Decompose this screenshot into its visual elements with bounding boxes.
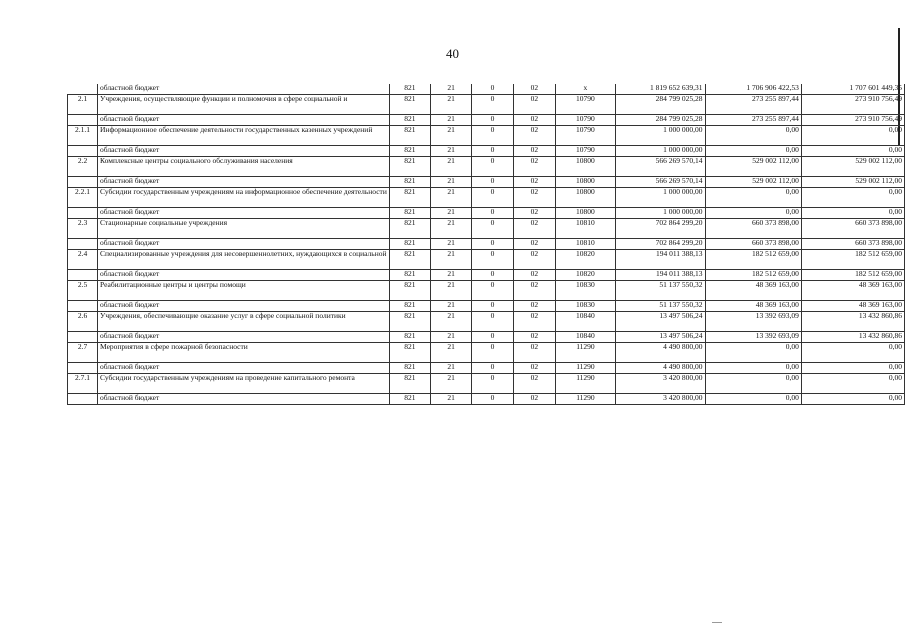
- table-row: [68, 219, 905, 239]
- department-code-cell: 821: [389, 188, 430, 208]
- table-row: [68, 126, 905, 146]
- amount-year3-cell: 182 512 659,00: [801, 250, 904, 270]
- program-code-cell: 0: [472, 250, 514, 270]
- program-code-cell: 0: [472, 281, 514, 301]
- department-code-cell: 821: [389, 126, 430, 146]
- section-code-cell: 21: [430, 208, 471, 219]
- row-name-cell: областной бюджет: [98, 84, 390, 95]
- amount-year1-cell: 4 490 800,00: [615, 363, 705, 374]
- amount-year2-cell: 273 255 897,44: [705, 115, 801, 126]
- amount-year1-cell: 13 497 506,24: [615, 332, 705, 343]
- amount-year2-cell: 0,00: [705, 394, 801, 405]
- amount-year3-cell: 48 369 163,00: [801, 281, 904, 301]
- amount-year1-cell: 51 137 550,32: [615, 281, 705, 301]
- section-code-cell: 21: [430, 332, 471, 343]
- department-code-cell: 821: [389, 177, 430, 188]
- expense-code-cell: 10790: [555, 146, 615, 157]
- expense-code-cell: х: [555, 84, 615, 95]
- subprogram-code-cell: 02: [513, 363, 555, 374]
- section-code-cell: 21: [430, 177, 471, 188]
- expense-code-cell: 10790: [555, 126, 615, 146]
- expense-code-cell: 10840: [555, 312, 615, 332]
- amount-year1-cell: 4 490 800,00: [615, 343, 705, 363]
- amount-year2-cell: 0,00: [705, 343, 801, 363]
- department-code-cell: 821: [389, 343, 430, 363]
- row-number-cell: 2.3: [68, 219, 98, 239]
- subprogram-code-cell: 02: [513, 250, 555, 270]
- amount-year3-cell: 0,00: [801, 188, 904, 208]
- amount-year1-cell: 3 420 800,00: [615, 394, 705, 405]
- section-code-cell: 21: [430, 363, 471, 374]
- row-name-cell: Комплексные центры социального обслуживания населения: [98, 157, 390, 177]
- amount-year3-cell: 529 002 112,00: [801, 177, 904, 188]
- amount-year3-cell: 0,00: [801, 363, 904, 374]
- section-code-cell: 21: [430, 250, 471, 270]
- row-number-cell: [68, 208, 98, 219]
- expense-code-cell: 11290: [555, 363, 615, 374]
- department-code-cell: 821: [389, 332, 430, 343]
- program-code-cell: 0: [472, 95, 514, 115]
- amount-year3-cell: 48 369 163,00: [801, 301, 904, 312]
- row-name-cell: Специализированные учреждения для несовершеннолетних, нуждающихся в социальной: [98, 250, 390, 270]
- amount-year1-cell: 1 000 000,00: [615, 146, 705, 157]
- expense-code-cell: 10810: [555, 219, 615, 239]
- subprogram-code-cell: 02: [513, 281, 555, 301]
- row-number-cell: 2.2: [68, 157, 98, 177]
- department-code-cell: 821: [389, 219, 430, 239]
- expense-code-cell: 10800: [555, 188, 615, 208]
- program-code-cell: 0: [472, 157, 514, 177]
- row-number-cell: [68, 84, 98, 95]
- department-code-cell: 821: [389, 157, 430, 177]
- subprogram-code-cell: 02: [513, 208, 555, 219]
- row-number-cell: [68, 177, 98, 188]
- amount-year3-cell: 0,00: [801, 208, 904, 219]
- row-name-cell: Учреждения, обеспечивающие оказание услуг в сфере социальной политики: [98, 312, 390, 332]
- subprogram-code-cell: 02: [513, 332, 555, 343]
- amount-year2-cell: 0,00: [705, 374, 801, 394]
- program-code-cell: 0: [472, 270, 514, 281]
- row-number-cell: [68, 301, 98, 312]
- row-name-cell: Информационное обеспечение деятельности государственных казенных учреждений: [98, 126, 390, 146]
- department-code-cell: 821: [389, 394, 430, 405]
- amount-year3-cell: 660 373 898,00: [801, 239, 904, 250]
- amount-year2-cell: 0,00: [705, 188, 801, 208]
- table-row: [68, 250, 905, 270]
- program-code-cell: 0: [472, 374, 514, 394]
- table-row: [68, 188, 905, 208]
- section-code-cell: 21: [430, 343, 471, 363]
- table-row: [68, 146, 905, 157]
- amount-year1-cell: 702 864 299,20: [615, 219, 705, 239]
- amount-year1-cell: 1 819 652 639,31: [615, 84, 705, 95]
- expense-code-cell: 10790: [555, 95, 615, 115]
- subprogram-code-cell: 02: [513, 95, 555, 115]
- amount-year3-cell: 13 432 860,86: [801, 312, 904, 332]
- section-code-cell: 21: [430, 146, 471, 157]
- row-number-cell: [68, 394, 98, 405]
- department-code-cell: 821: [389, 270, 430, 281]
- amount-year3-cell: 13 432 860,86: [801, 332, 904, 343]
- subprogram-code-cell: 02: [513, 115, 555, 126]
- program-code-cell: 0: [472, 301, 514, 312]
- amount-year1-cell: 194 011 388,13: [615, 270, 705, 281]
- row-name-cell: Субсидии государственным учреждениям на информационное обеспечение деятельности: [98, 188, 390, 208]
- scan-mark: [712, 622, 722, 623]
- amount-year3-cell: 0,00: [801, 126, 904, 146]
- amount-year2-cell: 273 255 897,44: [705, 95, 801, 115]
- amount-year2-cell: 0,00: [705, 126, 801, 146]
- row-number-cell: 2.2.1: [68, 188, 98, 208]
- amount-year3-cell: 273 910 756,49: [801, 115, 904, 126]
- row-number-cell: 2.5: [68, 281, 98, 301]
- amount-year3-cell: 660 373 898,00: [801, 219, 904, 239]
- program-code-cell: 0: [472, 239, 514, 250]
- amount-year2-cell: 660 373 898,00: [705, 219, 801, 239]
- section-code-cell: 21: [430, 239, 471, 250]
- amount-year3-cell: 0,00: [801, 146, 904, 157]
- row-name-cell: областной бюджет: [98, 146, 390, 157]
- budget-table: [67, 84, 905, 405]
- row-name-cell: Субсидии государственным учреждениям на проведение капитального ремонта: [98, 374, 390, 394]
- program-code-cell: 0: [472, 312, 514, 332]
- row-name-cell: Учреждения, осуществляющие функции и полномочия в сфере социальной и: [98, 95, 390, 115]
- program-code-cell: 0: [472, 332, 514, 343]
- expense-code-cell: 10830: [555, 281, 615, 301]
- amount-year2-cell: 13 392 693,09: [705, 312, 801, 332]
- section-code-cell: 21: [430, 157, 471, 177]
- amount-year2-cell: 1 706 906 422,53: [705, 84, 801, 95]
- table-row: [68, 343, 905, 363]
- amount-year2-cell: 48 369 163,00: [705, 301, 801, 312]
- program-code-cell: 0: [472, 177, 514, 188]
- department-code-cell: 821: [389, 301, 430, 312]
- expense-code-cell: 11290: [555, 374, 615, 394]
- section-code-cell: 21: [430, 281, 471, 301]
- page-number: 40: [446, 46, 459, 61]
- row-name-cell: Мероприятия в сфере пожарной безопасности: [98, 343, 390, 363]
- table-row: [68, 84, 905, 95]
- program-code-cell: 0: [472, 394, 514, 405]
- subprogram-code-cell: 02: [513, 343, 555, 363]
- row-name-cell: областной бюджет: [98, 208, 390, 219]
- department-code-cell: 821: [389, 312, 430, 332]
- department-code-cell: 821: [389, 374, 430, 394]
- table-row: [68, 115, 905, 126]
- section-code-cell: 21: [430, 115, 471, 126]
- section-code-cell: 21: [430, 301, 471, 312]
- row-number-cell: 2.4: [68, 250, 98, 270]
- amount-year1-cell: 566 269 570,14: [615, 157, 705, 177]
- amount-year2-cell: 0,00: [705, 363, 801, 374]
- subprogram-code-cell: 02: [513, 126, 555, 146]
- department-code-cell: 821: [389, 239, 430, 250]
- section-code-cell: 21: [430, 219, 471, 239]
- amount-year3-cell: 1 707 601 449,35: [801, 84, 904, 95]
- section-code-cell: 21: [430, 270, 471, 281]
- amount-year1-cell: 1 000 000,00: [615, 208, 705, 219]
- department-code-cell: 821: [389, 95, 430, 115]
- row-name-cell: областной бюджет: [98, 239, 390, 250]
- amount-year2-cell: 660 373 898,00: [705, 239, 801, 250]
- expense-code-cell: 10820: [555, 250, 615, 270]
- row-name-cell: областной бюджет: [98, 394, 390, 405]
- row-number-cell: 2.6: [68, 312, 98, 332]
- row-name-cell: областной бюджет: [98, 363, 390, 374]
- department-code-cell: 821: [389, 363, 430, 374]
- expense-code-cell: 10800: [555, 177, 615, 188]
- subprogram-code-cell: 02: [513, 301, 555, 312]
- section-code-cell: 21: [430, 126, 471, 146]
- row-number-cell: [68, 146, 98, 157]
- table-row: [68, 157, 905, 177]
- amount-year3-cell: 529 002 112,00: [801, 157, 904, 177]
- row-name-cell: областной бюджет: [98, 270, 390, 281]
- table-row: [68, 332, 905, 343]
- expense-code-cell: 10830: [555, 301, 615, 312]
- amount-year2-cell: 529 002 112,00: [705, 177, 801, 188]
- subprogram-code-cell: 02: [513, 157, 555, 177]
- amount-year3-cell: 0,00: [801, 343, 904, 363]
- row-number-cell: [68, 332, 98, 343]
- section-code-cell: 21: [430, 394, 471, 405]
- amount-year1-cell: 3 420 800,00: [615, 374, 705, 394]
- row-name-cell: областной бюджет: [98, 301, 390, 312]
- row-number-cell: 2.1: [68, 95, 98, 115]
- amount-year1-cell: 566 269 570,14: [615, 177, 705, 188]
- department-code-cell: 821: [389, 115, 430, 126]
- amount-year2-cell: 0,00: [705, 146, 801, 157]
- section-code-cell: 21: [430, 188, 471, 208]
- program-code-cell: 0: [472, 126, 514, 146]
- expense-code-cell: 10840: [555, 332, 615, 343]
- amount-year2-cell: 182 512 659,00: [705, 250, 801, 270]
- program-code-cell: 0: [472, 146, 514, 157]
- amount-year1-cell: 284 799 025,28: [615, 115, 705, 126]
- amount-year1-cell: 1 000 000,00: [615, 188, 705, 208]
- budget-table-body: [68, 84, 905, 405]
- amount-year2-cell: 13 392 693,09: [705, 332, 801, 343]
- section-code-cell: 21: [430, 95, 471, 115]
- amount-year3-cell: 273 910 756,49: [801, 95, 904, 115]
- program-code-cell: 0: [472, 188, 514, 208]
- row-name-cell: областной бюджет: [98, 115, 390, 126]
- program-code-cell: 0: [472, 208, 514, 219]
- row-name-cell: Стационарные социальные учреждения: [98, 219, 390, 239]
- amount-year3-cell: 182 512 659,00: [801, 270, 904, 281]
- row-number-cell: [68, 115, 98, 126]
- amount-year3-cell: 0,00: [801, 374, 904, 394]
- expense-code-cell: 10790: [555, 115, 615, 126]
- table-row: [68, 363, 905, 374]
- section-code-cell: 21: [430, 312, 471, 332]
- program-code-cell: 0: [472, 363, 514, 374]
- table-row: [68, 95, 905, 115]
- table-row: [68, 374, 905, 394]
- subprogram-code-cell: 02: [513, 177, 555, 188]
- subprogram-code-cell: 02: [513, 270, 555, 281]
- subprogram-code-cell: 02: [513, 219, 555, 239]
- subprogram-code-cell: 02: [513, 84, 555, 95]
- section-code-cell: 21: [430, 84, 471, 95]
- row-number-cell: 2.1.1: [68, 126, 98, 146]
- row-number-cell: [68, 270, 98, 281]
- expense-code-cell: 10810: [555, 239, 615, 250]
- expense-code-cell: 10800: [555, 157, 615, 177]
- table-row: [68, 177, 905, 188]
- row-name-cell: областной бюджет: [98, 177, 390, 188]
- program-code-cell: 0: [472, 219, 514, 239]
- row-number-cell: 2.7.1: [68, 374, 98, 394]
- amount-year1-cell: 1 000 000,00: [615, 126, 705, 146]
- row-number-cell: 2.7: [68, 343, 98, 363]
- table-row: [68, 281, 905, 301]
- department-code-cell: 821: [389, 146, 430, 157]
- amount-year1-cell: 702 864 299,20: [615, 239, 705, 250]
- amount-year2-cell: 48 369 163,00: [705, 281, 801, 301]
- row-number-cell: [68, 363, 98, 374]
- department-code-cell: 821: [389, 84, 430, 95]
- row-number-cell: [68, 239, 98, 250]
- department-code-cell: 821: [389, 208, 430, 219]
- expense-code-cell: 11290: [555, 343, 615, 363]
- subprogram-code-cell: 02: [513, 188, 555, 208]
- program-code-cell: 0: [472, 343, 514, 363]
- department-code-cell: 821: [389, 281, 430, 301]
- subprogram-code-cell: 02: [513, 146, 555, 157]
- subprogram-code-cell: 02: [513, 394, 555, 405]
- table-row: [68, 312, 905, 332]
- table-row: [68, 394, 905, 405]
- amount-year1-cell: 51 137 550,32: [615, 301, 705, 312]
- amount-year1-cell: 13 497 506,24: [615, 312, 705, 332]
- subprogram-code-cell: 02: [513, 239, 555, 250]
- row-name-cell: областной бюджет: [98, 332, 390, 343]
- expense-code-cell: 10820: [555, 270, 615, 281]
- table-row: [68, 208, 905, 219]
- subprogram-code-cell: 02: [513, 374, 555, 394]
- program-code-cell: 0: [472, 84, 514, 95]
- amount-year1-cell: 194 011 388,13: [615, 250, 705, 270]
- section-code-cell: 21: [430, 374, 471, 394]
- department-code-cell: 821: [389, 250, 430, 270]
- expense-code-cell: 11290: [555, 394, 615, 405]
- amount-year1-cell: 284 799 025,28: [615, 95, 705, 115]
- program-code-cell: 0: [472, 115, 514, 126]
- amount-year2-cell: 0,00: [705, 208, 801, 219]
- subprogram-code-cell: 02: [513, 312, 555, 332]
- amount-year2-cell: 529 002 112,00: [705, 157, 801, 177]
- amount-year2-cell: 182 512 659,00: [705, 270, 801, 281]
- table-row: [68, 239, 905, 250]
- table-row: [68, 301, 905, 312]
- expense-code-cell: 10800: [555, 208, 615, 219]
- table-row: [68, 270, 905, 281]
- row-name-cell: Реабилитационные центры и центры помощи: [98, 281, 390, 301]
- amount-year3-cell: 0,00: [801, 394, 904, 405]
